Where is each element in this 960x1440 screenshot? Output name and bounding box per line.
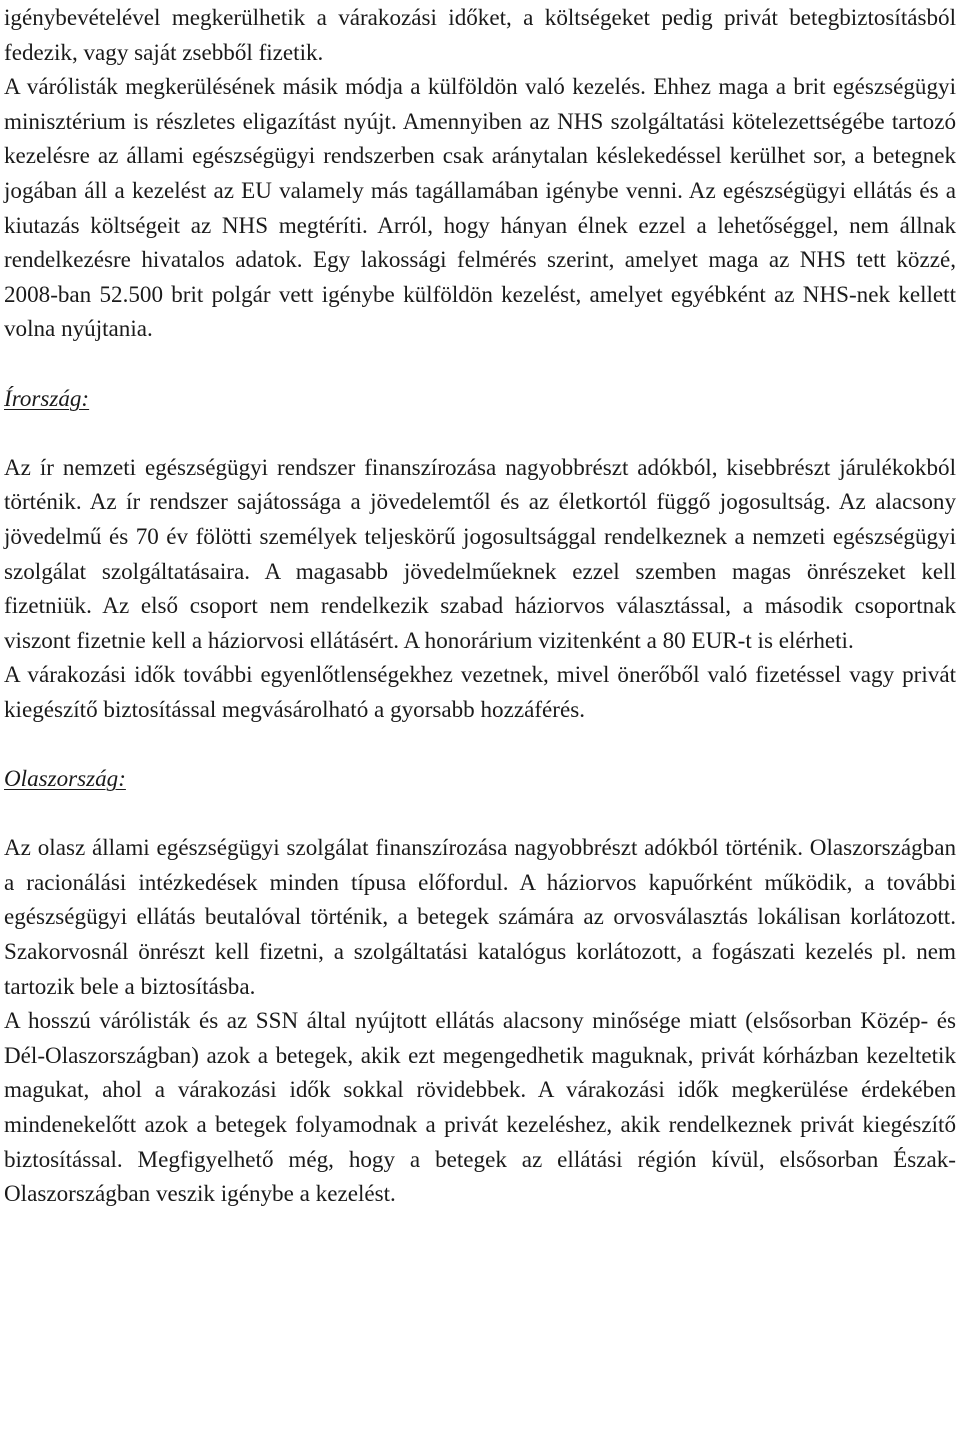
italy-paragraph-2: A hosszú várólisták és az SSN által nyújtott ellátás alacsony minősége miatt (elsősorban Közép- és Dél-Olaszországban) azok a betegek, akik ezt megengedhetik maguknak, privát kórházban kezeltetik magukat, ahol a várakozási idők sokkal rövidebbek. A várakozási idők megkerülése érdekében mindenekelőtt azok a betegek folyamodnak a privát kezeléshez, akik rendelkeznek privát kiegészítő biztosítással. Megfigyelhető még, hogy a betegek az ellátási régión kívül, elsősorban Észak-Olaszországban veszik igénybe a kezelést. [4,1007,956,1207]
section-heading-italy: Olaszország: [4,765,126,792]
ireland-paragraph-1: Az ír nemzeti egészségügyi rendszer finanszírozása nagyobbrészt adókból, kisebbrészt járulékokból történik. Az ír rendszer sajátossága a jövedelemtől és az életkortól függő jogosultság. Az alacsony jövedelmű és 70 év fölötti személyek teljeskörű jogosultsággal rendelkeznek a nemzeti egészségügyi szolgálat szolgáltatásaira. A magasabb jövedelműeknek ezzel szemben magas önrészeket kell fizetniük. Az első csoport nem rendelkezik szabad háziorvos választással, a második csoportnak viszont fizetnie kell a háziorvosi ellátásért. A honorárium vizitenként a 80 EUR-t is elérheti. [4,453,956,653]
italy-paragraph-1: Az olasz állami egészségügyi szolgálat finanszírozása nagyobbrészt adókból történik. Olaszországban a racionálási intézkedések minden típusa előfordul. A háziorvos kapuőrként működik, a további egészségügyi ellátás beutalóval történik, a betegek számára az orvosválasztás lokálisan korlátozott. Szakorvosnál önrészt kell fizetni, a szolgáltatási katalógus korlátozott, a fogászati kezelés pl. nem tartozik bele a biztosításba. [4,834,956,999]
intro-paragraph-1: igénybevételével megkerülhetik a várakozási időket, a költségeket pedig privát betegbiztosításból fedezik, vagy saját zsebből fizetik. [4,4,956,65]
document-page [4,0,956,1211]
intro-paragraph-2: A várólisták megkerülésének másik módja a külföldön való kezelés. Ehhez maga a brit egészségügyi minisztérium is részletes eligazítást nyújt. Amennyiben az NHS szolgáltatási kötelezettségébe tartozó kezelésre az állami egészségügyi rendszerben csak aránytalan késlekedéssel kerülhet sor, a betegnek jogában áll a kezelést az EU valamely más tagállamában igénybe venni. Az egészségügyi ellátás és a kiutazás költségeit az NHS megtéríti. Arról, hogy hányan élnek ezzel a lehetőséggel, nem állnak rendelkezésre hivatalos adatok. Egy lakossági felmérés szerint, amelyet maga az NHS tett közzé, 2008-ban 52.500 brit polgár vett igénybe külföldön kezelést, amelyet egyébként az NHS-nek kellett volna nyújtania. [4,73,956,342]
spacer [4,415,956,450]
spacer [4,346,956,381]
section-heading-ireland: Írország: [4,384,90,411]
spacer [4,726,956,761]
ireland-paragraph-2: A várakozási idők további egyenlőtlenségekhez vezetnek, mivel önerőből való fizetéssel vagy privát kiegészítő biztosítással megvásárolható a gyorsabb hozzáférés. [4,661,956,722]
spacer [4,796,956,831]
